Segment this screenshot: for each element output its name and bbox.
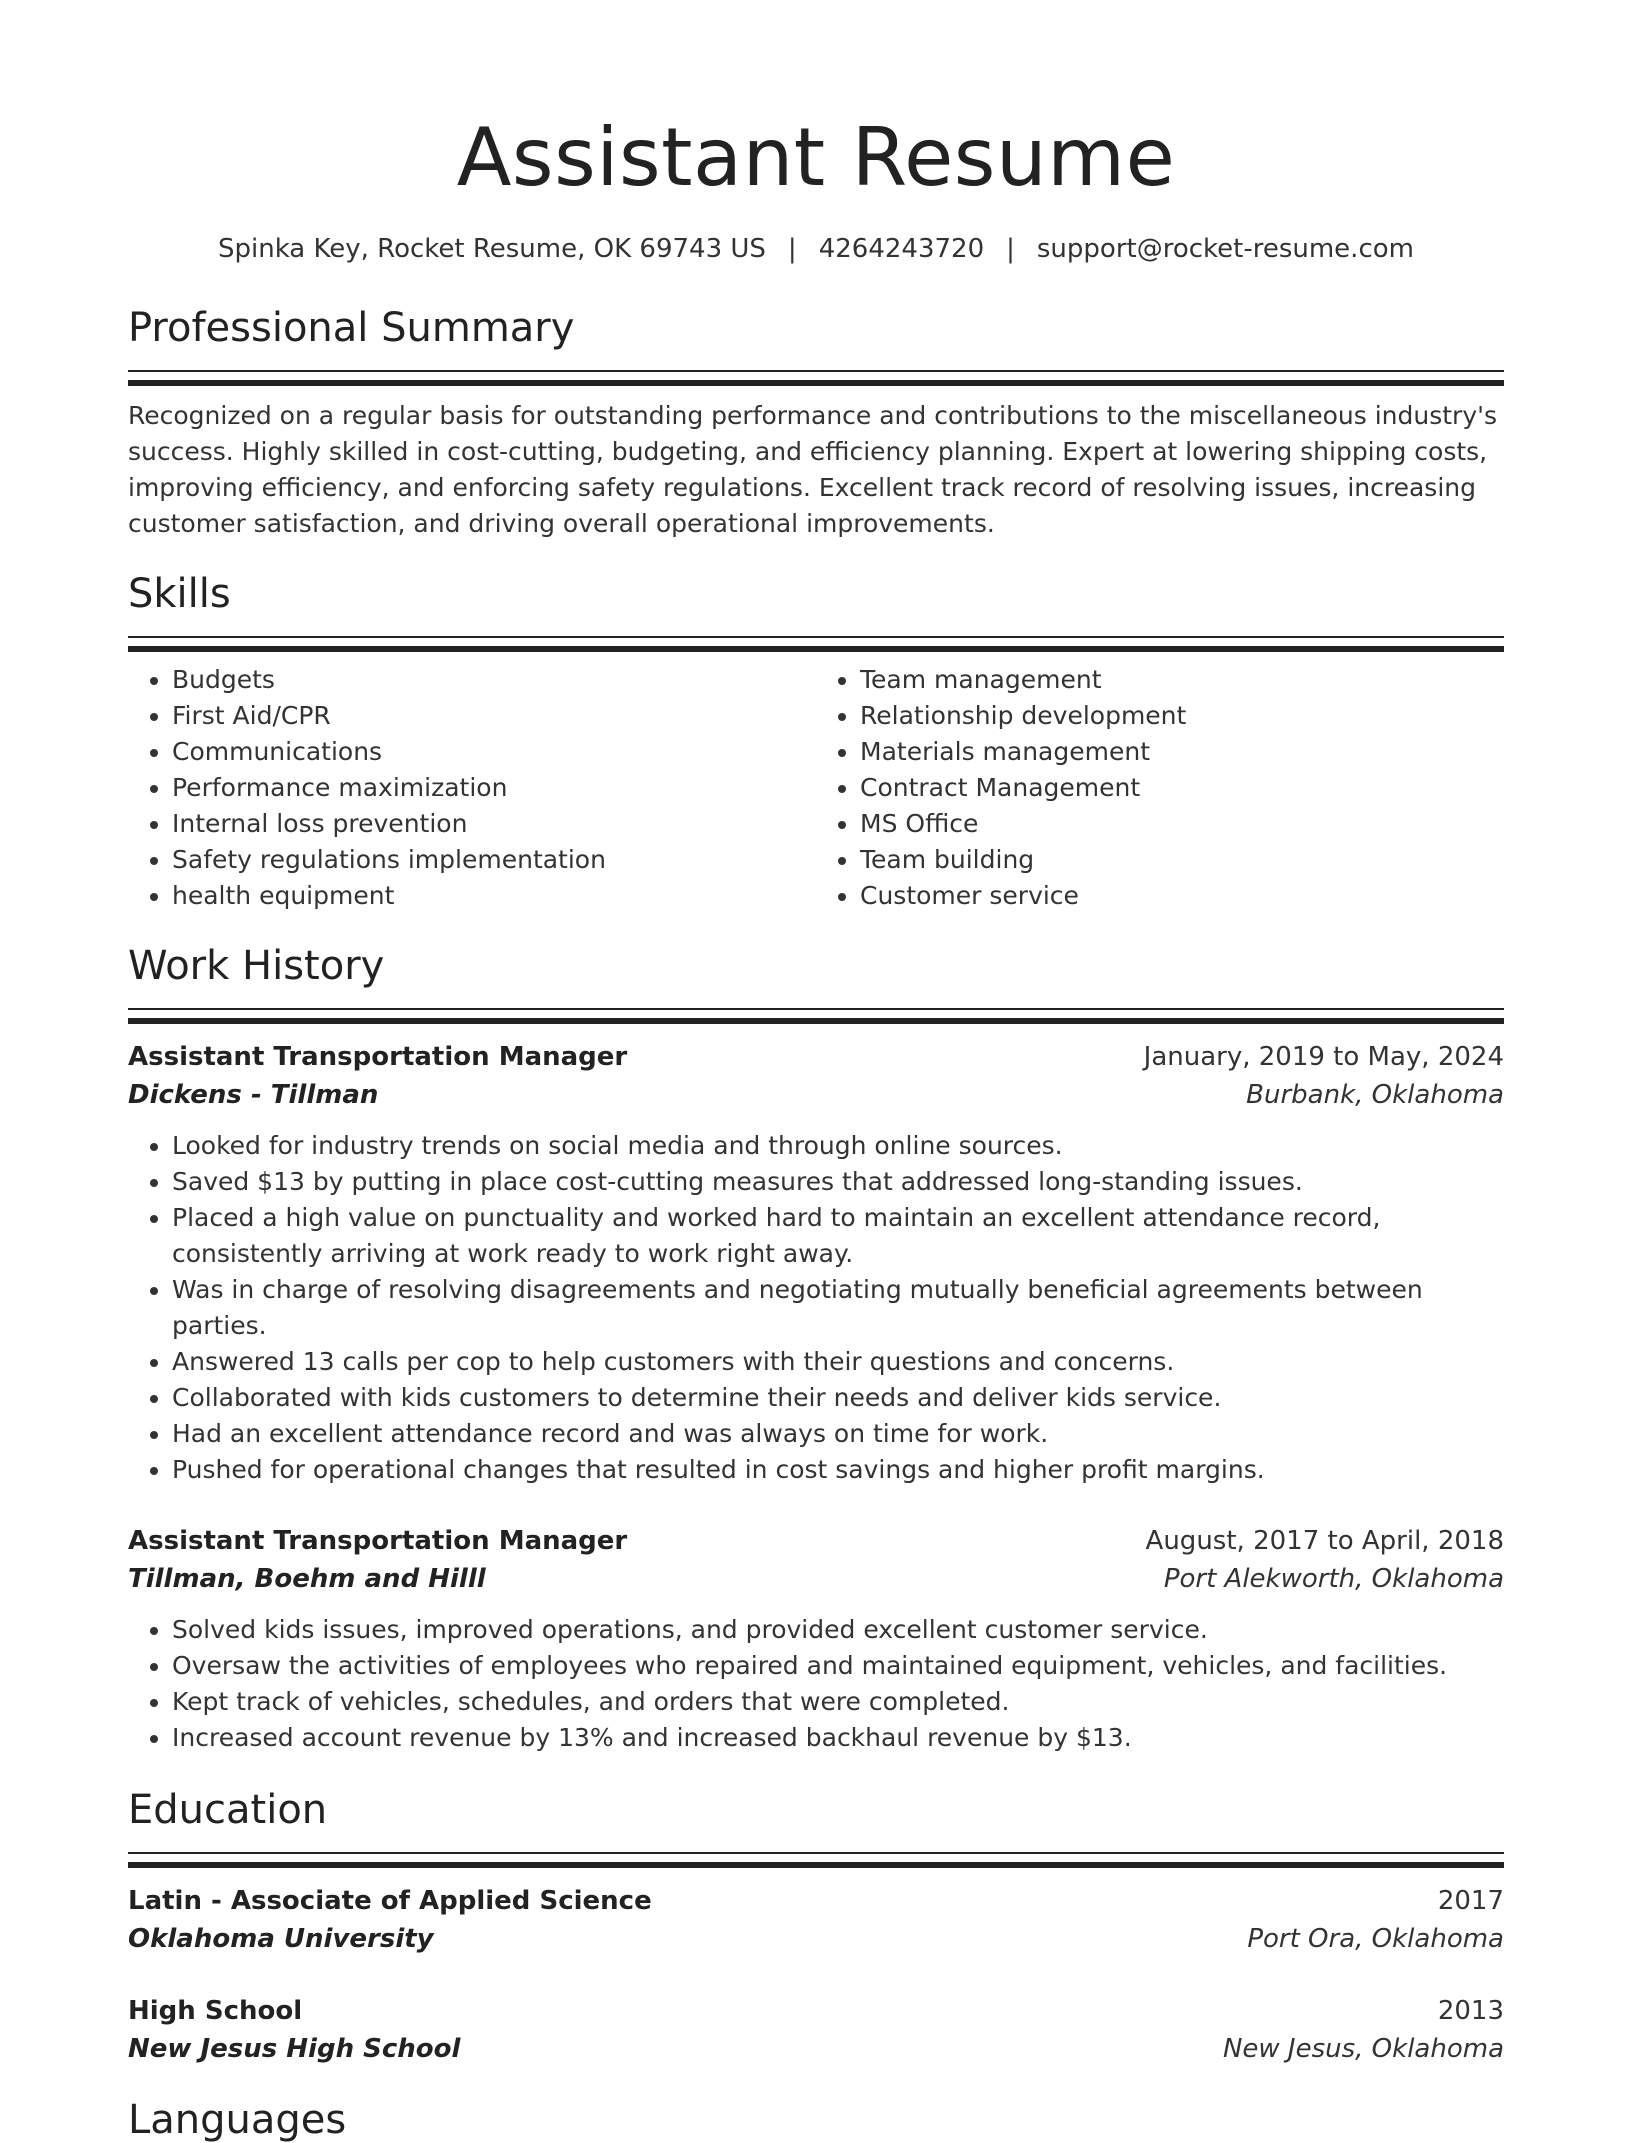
job-title: Assistant Transportation Manager: [128, 1042, 628, 1072]
skill-item: • Budgets: [172, 662, 816, 698]
skill-item: • Relationship development: [860, 698, 1504, 734]
job-company: Tillman, Boehm and Hilll: [128, 1564, 486, 1594]
job-bullet: • Collaborated with kids customers to determine their needs and deliver kids service.: [172, 1380, 1504, 1416]
education-school: Oklahoma University: [128, 1924, 434, 1954]
skill-item: • Communications: [172, 734, 816, 770]
job-bullet: • Pushed for operational changes that resulted in cost savings and higher profit margins.: [172, 1452, 1504, 1488]
summary-section: [128, 306, 1504, 542]
skill-item: • Contract Management: [860, 770, 1504, 806]
section-title-summary: Professional Summary: [128, 305, 575, 351]
contact-separator: |: [1006, 234, 1015, 264]
education-location: Port Ora, Oklahoma: [1247, 1924, 1504, 1954]
skills-list-right: [816, 662, 1504, 914]
education-location: New Jesus, Oklahoma: [1222, 2034, 1504, 2064]
job-title: Assistant Transportation Manager: [128, 1526, 628, 1556]
skill-item: • health equipment: [172, 878, 816, 914]
skill-item: • Team management: [860, 662, 1504, 698]
job-bullets: [128, 1612, 1504, 1756]
skills-section: [128, 572, 1504, 914]
section-title-education: Education: [128, 1787, 328, 1833]
skill-item: • Safety regulations implementation: [172, 842, 816, 878]
job-location: Port Alekworth, Oklahoma: [1163, 1564, 1504, 1594]
education-year: 2013: [1437, 1996, 1504, 2026]
work-history-section: [128, 944, 1504, 1756]
contact-line: [128, 234, 1504, 264]
contact-phone: 4264243720: [818, 234, 985, 264]
skill-item: • Customer service: [860, 878, 1504, 914]
job-bullet: • Saved $13 by putting in place cost-cutting measures that addressed long-standing issues.: [172, 1164, 1504, 1200]
resume-header: [128, 0, 1504, 264]
education-section: [128, 1788, 1504, 2068]
section-title-languages: Languages: [128, 2097, 347, 2143]
section-divider: [128, 636, 1504, 650]
section-divider: [128, 1008, 1504, 1022]
job-bullet: • Increased account revenue by 13% and increased backhaul revenue by $13.: [172, 1720, 1504, 1756]
section-divider: [128, 1852, 1504, 1866]
job-bullet: • Had an excellent attendance record and was always on time for work.: [172, 1416, 1504, 1452]
job-dates: August, 2017 to April, 2018: [1145, 1526, 1504, 1556]
contact-address: Spinka Key, Rocket Resume, OK 69743 US: [218, 234, 766, 264]
job-company: Dickens - Tillman: [128, 1080, 379, 1110]
job-bullet: • Was in charge of resolving disagreements and negotiating mutually beneficial agreements between parties.: [172, 1272, 1504, 1344]
job-bullet: • Answered 13 calls per cop to help customers with their questions and concerns.: [172, 1344, 1504, 1380]
job-entry: [128, 1522, 1504, 1756]
job-bullet: • Solved kids issues, improved operations, and provided excellent customer service.: [172, 1612, 1504, 1648]
job-bullets: [128, 1128, 1504, 1488]
skill-item: • First Aid/CPR: [172, 698, 816, 734]
skill-item: • Performance maximization: [172, 770, 816, 806]
job-location: Burbank, Oklahoma: [1246, 1080, 1504, 1110]
contact-email[interactable]: support@rocket-resume.com: [1036, 234, 1414, 264]
section-title-skills: Skills: [128, 571, 231, 617]
skill-item: • Internal loss prevention: [172, 806, 816, 842]
education-school: New Jesus High School: [128, 2034, 461, 2064]
skill-item: • Materials management: [860, 734, 1504, 770]
skill-item: • MS Office: [860, 806, 1504, 842]
job-entry: [128, 1038, 1504, 1488]
job-dates: January, 2019 to May, 2024: [1143, 1042, 1504, 1072]
contact-separator: |: [787, 234, 797, 264]
job-bullet: • Kept track of vehicles, schedules, and orders that were completed.: [172, 1684, 1504, 1720]
section-title-work: Work History: [128, 943, 385, 989]
education-degree: Latin - Associate of Applied Science: [128, 1886, 652, 1916]
section-divider: [128, 370, 1504, 384]
languages-section: [128, 2098, 1504, 2142]
education-year: 2017: [1437, 1886, 1504, 1916]
education-degree: High School: [128, 1996, 303, 2026]
education-entry: [128, 1992, 1504, 2068]
skills-list-left: [128, 662, 816, 914]
skill-item: • Team building: [860, 842, 1504, 878]
job-bullet: • Oversaw the activities of employees who repaired and maintained equipment, vehicles, and facilities.: [172, 1648, 1504, 1684]
job-bullet: • Looked for industry trends on social media and through online sources.: [172, 1128, 1504, 1164]
summary-text: Recognized on a regular basis for outstanding performance and contributions to the miscellaneous industry's success. Highly skilled in cost-cutting, budgeting, and efficiency planning. Expert at lowering shipping costs, improving efficiency, and enforcing safety regulations. Excellent track record of resolving issues, increasing customer satisfaction, and driving overall operational improvements.: [128, 401, 1498, 538]
resume-name: Assistant Resume: [456, 111, 1176, 204]
job-bullet: • Placed a high value on punctuality and worked hard to maintain an excellent attendance record, consistently arriving at work ready to work right away.: [172, 1200, 1504, 1272]
skills-columns: [128, 662, 1504, 914]
education-entry: [128, 1882, 1504, 1958]
